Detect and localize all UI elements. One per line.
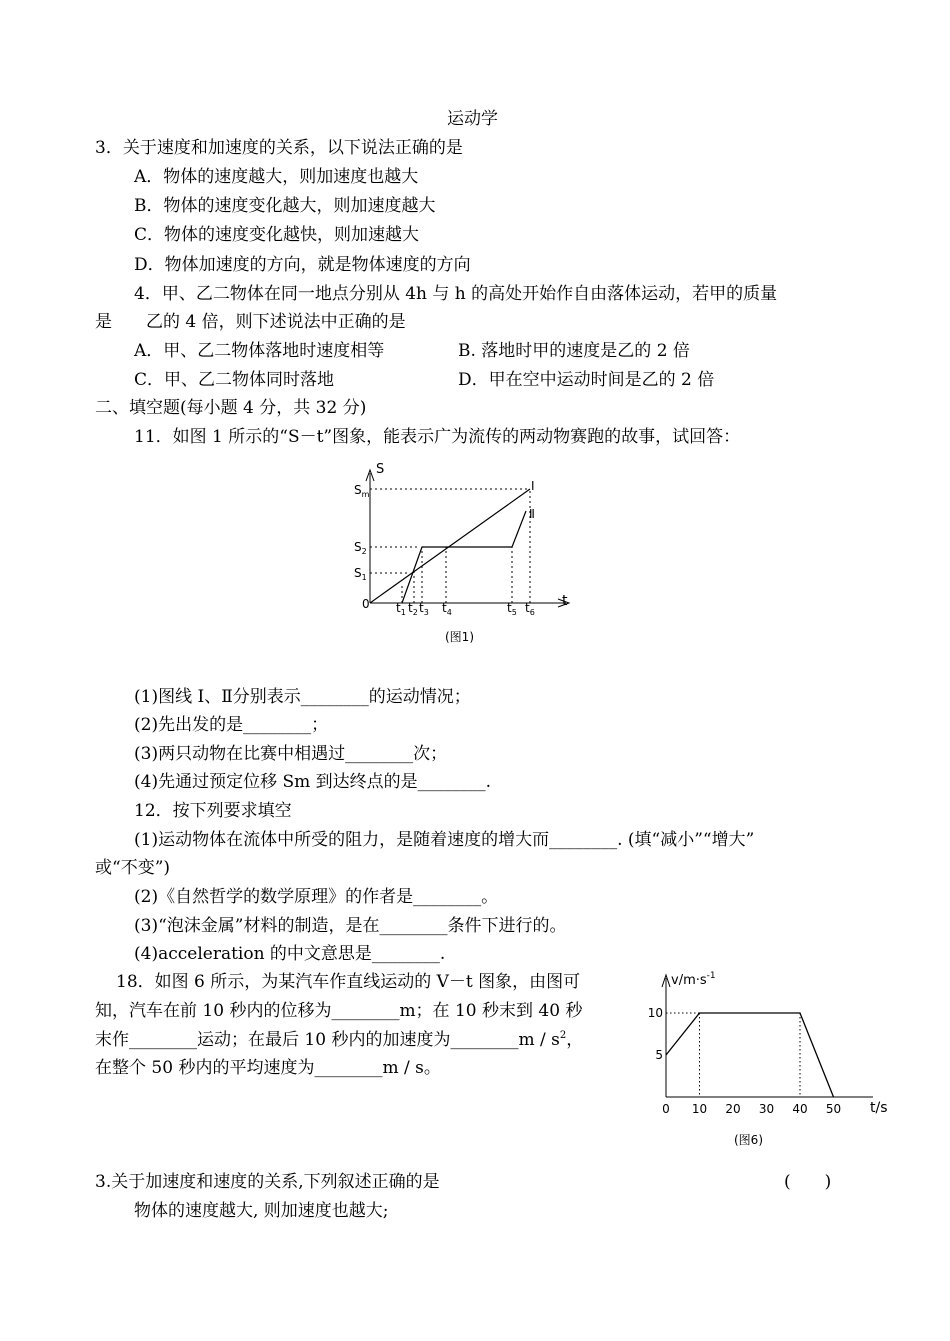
q11-part-4: (4)先通过预定位移 Sm 到达终点的是________. [134, 772, 492, 792]
t4-label: $t_4$ [442, 601, 452, 617]
graph-line-2 [402, 511, 526, 603]
t5-label: $t_5$ [507, 601, 517, 617]
t3-label: $t_3$ [419, 601, 429, 617]
origin-label: 0 [362, 597, 370, 611]
q4-stem-line2: 是 乙的 4 倍，则下述说法中正确的是 [95, 312, 406, 332]
q11-stem: 11．如图 1 所示的“S－t”图象，能表示广为流传的两动物赛跑的故事，试回答： [134, 427, 741, 447]
sm-label: $S_m$ [354, 483, 370, 499]
q3-stem: 3．关于速度和加速度的关系，以下说法正确的是 [95, 138, 463, 158]
q3-option-c: C．物体的速度变化越快，则加速越大 [134, 225, 420, 245]
x-tick-label: 0 [662, 1102, 670, 1116]
y-tick-label: 10 [647, 1006, 663, 1020]
q4-stem-line1: 4．甲、乙二物体在同一地点分别从 4h 与 h 的高处开始作自由落体运动，若甲的质量 [134, 284, 778, 304]
graph-line-1 [370, 489, 530, 603]
q3b-stem: 3.关于加速度和速度的关系,下列叙述正确的是 [95, 1172, 440, 1192]
q11-part-2: (2)先出发的是________； [134, 715, 329, 735]
x-tick-label: 20 [725, 1102, 741, 1116]
s2-label: $S_2$ [354, 540, 367, 556]
q18-line2: 知，汽车在前 10 秒内的位移为________m；在 10 秒末到 40 秒 [95, 1001, 583, 1021]
t-axis-label: t [562, 593, 568, 609]
q18-line1: 18．如图 6 所示，为某汽车作直线运动的 V－t 图象，由图可 [116, 972, 581, 992]
q12-part-3: (3)“泡沫金属”材料的制造，是在________条件下进行的。 [134, 916, 567, 936]
q11-part-3: (3)两只动物在比赛中相遇过________次； [134, 744, 448, 764]
x-tick-label: 40 [792, 1102, 808, 1116]
t6-label: $t_6$ [525, 601, 535, 617]
q12-part-4: (4)acceleration 的中文意思是________. [134, 944, 446, 964]
q4-option-c: C．甲、乙二物体同时落地 [134, 370, 335, 390]
q12-part-1-line2: 或“不变”) [95, 858, 171, 878]
t2-label: $t_2$ [408, 601, 418, 617]
line-2-label: Ⅱ [529, 507, 535, 521]
q4-option-b: B. 落地时甲的速度是乙的 2 倍 [458, 341, 690, 361]
t-axis-label: t/s [870, 1100, 888, 1116]
line-1-label: I [531, 479, 535, 493]
section-heading: 二、填空题(每小题 4 分，共 32 分) [95, 398, 367, 418]
figure-1-caption: (图1) [445, 630, 474, 644]
s-axis-label: S [376, 462, 385, 477]
s1-label: $S_1$ [354, 566, 367, 582]
v-axis-label: $v/m\cdot s^{-1}$ [671, 971, 716, 988]
series-line [666, 1013, 834, 1097]
q3-option-a: A．物体的速度越大，则加速度也越大 [134, 167, 419, 187]
x-tick-label: 50 [825, 1102, 842, 1116]
q11-part-1: (1)图线 I、Ⅱ分别表示________的运动情况； [134, 687, 471, 707]
t1-label: $t_1$ [396, 601, 406, 617]
figure-6-vt-chart [640, 962, 905, 1152]
q12-part-2: (2)《自然哲学的数学原理》的作者是________。 [134, 887, 499, 907]
q12-part-1-line1: (1)运动物体在流体中所受的阻力，是随着速度的增大而________. (填“减小”“增大” [134, 830, 755, 850]
page-title: 运动学 [447, 109, 498, 129]
x-tick-label: 30 [758, 1102, 775, 1116]
q18-line3: 末作________运动；在最后 10 秒内的加速度为________m / $s^2$， [95, 1030, 584, 1050]
q3b-option: 物体的速度越大, 则加速度也越大; [134, 1201, 389, 1221]
q3-option-b: B．物体的速度变化越大，则加速度越大 [134, 196, 436, 216]
x-tick-label: 10 [691, 1102, 708, 1116]
q4-option-d: D．甲在空中运动时间是乙的 2 倍 [458, 370, 715, 390]
q18-line4: 在整个 50 秒内的平均速度为________m / s。 [95, 1058, 441, 1078]
q12-stem: 12．按下列要求填空 [134, 801, 292, 821]
q3-option-d: D．物体加速度的方向，就是物体速度的方向 [134, 255, 471, 275]
q3b-answer-paren: ( ) [784, 1172, 832, 1192]
figure-6-caption: (图6) [734, 1133, 763, 1147]
figure-1-st-graph [340, 458, 590, 653]
y-tick-label: 5 [655, 1048, 663, 1062]
q4-option-a: A．甲、乙二物体落地时速度相等 [134, 341, 385, 361]
